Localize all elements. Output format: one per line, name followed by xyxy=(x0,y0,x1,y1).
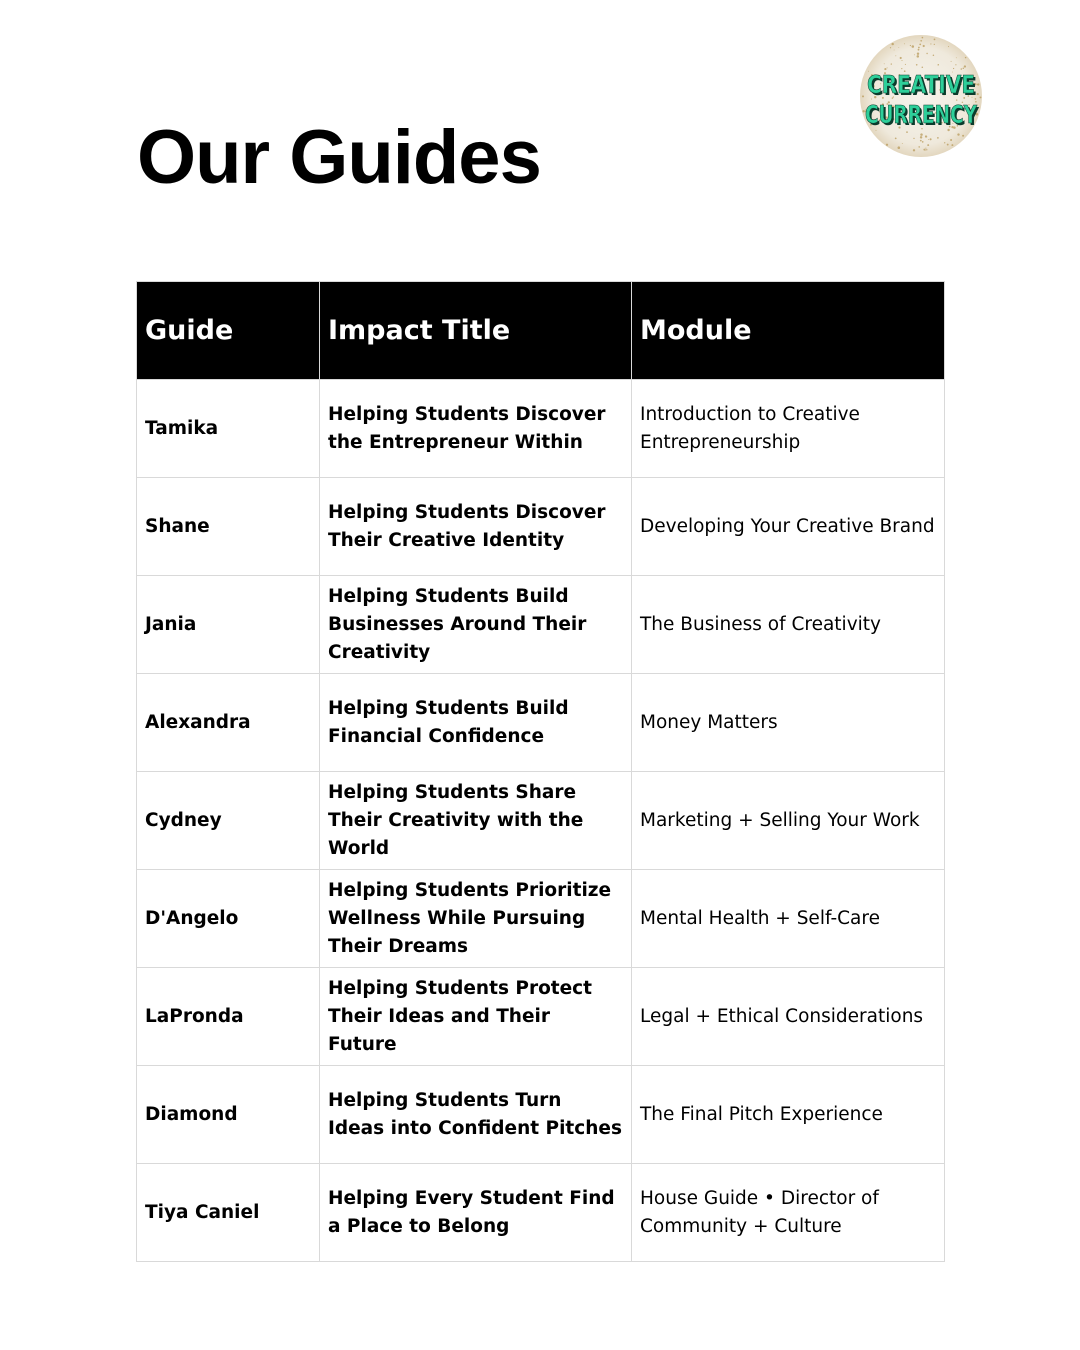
logo-speckle xyxy=(930,43,931,44)
creative-currency-logo-image xyxy=(858,33,984,159)
guide-name: Cydney xyxy=(137,772,320,870)
logo-speckle xyxy=(930,138,932,140)
impact-title: Helping Students Discover the Entrepreneur Within xyxy=(320,380,632,478)
logo-speckle xyxy=(912,45,915,48)
logo-speckle xyxy=(917,55,920,58)
header-impact-title: Impact Title xyxy=(320,282,632,380)
creative-currency-logo xyxy=(858,33,984,159)
logo-speckle xyxy=(920,40,922,42)
impact-title: Helping Every Student Find a Place to Belong xyxy=(320,1164,632,1262)
module-name: House Guide • Director of Community + Culture xyxy=(632,1164,945,1262)
logo-speckle xyxy=(886,144,888,146)
guide-name: Tiya Caniel xyxy=(137,1164,320,1262)
logo-speckle xyxy=(934,39,936,41)
logo-speckle xyxy=(926,149,927,150)
logo-speckle xyxy=(887,67,888,68)
logo-speckle xyxy=(918,47,920,49)
logo-speckle xyxy=(920,140,922,142)
table-header-row xyxy=(137,282,945,380)
logo-speckle xyxy=(922,37,924,39)
logo-speckle xyxy=(964,65,966,67)
logo-speckle xyxy=(922,66,924,68)
logo-text-line2-shadow: CURRENCY xyxy=(867,102,980,131)
module-name: The Final Pitch Experience xyxy=(632,1066,945,1164)
logo-speckle xyxy=(977,84,978,85)
impact-title: Helping Students Protect Their Ideas and Their Future xyxy=(320,968,632,1066)
logo-speckle xyxy=(926,53,927,54)
impact-title: Helping Students Build Financial Confidence xyxy=(320,674,632,772)
logo-speckle xyxy=(951,144,953,146)
table-row xyxy=(137,772,945,870)
logo-speckle xyxy=(891,63,892,64)
guide-name: Jania xyxy=(137,576,320,674)
module-name: Introduction to Creative Entrepreneurship xyxy=(632,380,945,478)
impact-title: Helping Students Prioritize Wellness While Pursuing Their Dreams xyxy=(320,870,632,968)
table-row xyxy=(137,380,945,478)
table-row xyxy=(137,1066,945,1164)
logo-speckle xyxy=(917,52,919,54)
logo-speckle xyxy=(957,133,959,135)
logo-speckle xyxy=(963,68,965,70)
logo-speckle xyxy=(956,57,957,58)
page-title: Our Guides xyxy=(137,115,541,200)
logo-speckle xyxy=(933,55,935,57)
logo-speckle xyxy=(890,47,891,48)
logo-speckle xyxy=(955,64,956,65)
logo-speckle xyxy=(925,148,926,149)
guide-name: Shane xyxy=(137,478,320,576)
logo-speckle xyxy=(906,131,908,133)
logo-speckle xyxy=(922,141,924,143)
impact-title: Helping Students Build Businesses Around Their Creativity xyxy=(320,576,632,674)
logo-speckle xyxy=(916,64,918,66)
logo-text-line2: CURRENCY xyxy=(865,100,978,129)
logo-speckle xyxy=(926,136,928,138)
module-name: Legal + Ethical Considerations xyxy=(632,968,945,1066)
logo-speckle xyxy=(923,149,925,151)
logo-speckle xyxy=(918,49,920,51)
table-row xyxy=(137,1164,945,1262)
impact-title: Helping Students Share Their Creativity with the World xyxy=(320,772,632,870)
logo-speckle xyxy=(965,57,966,58)
logo-speckle xyxy=(953,68,954,69)
guides-table xyxy=(136,281,945,1262)
logo-speckle xyxy=(862,95,864,97)
logo-speckle xyxy=(914,54,915,55)
logo-speckle xyxy=(895,137,897,139)
logo-speckle xyxy=(919,44,921,46)
table-row xyxy=(137,968,945,1066)
logo-speckle xyxy=(962,135,964,137)
logo-speckle xyxy=(898,146,901,149)
logo-speckle xyxy=(894,50,895,51)
guide-name: LaPronda xyxy=(137,968,320,1066)
logo-speckle xyxy=(934,44,935,45)
guide-name: D'Angelo xyxy=(137,870,320,968)
logo-speckle xyxy=(913,149,915,151)
logo-speckle xyxy=(928,139,929,140)
logo-speckle xyxy=(950,139,952,141)
logo-speckle xyxy=(895,55,896,56)
module-name: Marketing + Selling Your Work xyxy=(632,772,945,870)
logo-speckle xyxy=(918,146,920,148)
table-row xyxy=(137,478,945,576)
logo-speckle xyxy=(937,137,939,139)
module-name: The Business of Creativity xyxy=(632,576,945,674)
logo-speckle xyxy=(898,47,899,48)
logo-speckle xyxy=(902,143,903,144)
guide-name: Diamond xyxy=(137,1066,320,1164)
logo-speckle xyxy=(980,96,982,98)
logo-speckle xyxy=(900,57,902,59)
table-row xyxy=(137,870,945,968)
logo-speckle xyxy=(920,133,923,136)
logo-speckle xyxy=(927,144,929,146)
logo-speckle xyxy=(923,45,925,47)
header-module: Module xyxy=(632,282,945,380)
guide-name: Alexandra xyxy=(137,674,320,772)
logo-speckle xyxy=(920,136,922,138)
module-name: Money Matters xyxy=(632,674,945,772)
logo-speckle xyxy=(884,63,885,64)
logo-speckle xyxy=(913,138,914,139)
header-guide: Guide xyxy=(137,282,320,380)
impact-title: Helping Students Turn Ideas into Confident Pitches xyxy=(320,1066,632,1164)
logo-speckle xyxy=(944,142,945,143)
logo-speckle xyxy=(901,60,902,61)
logo-speckle xyxy=(951,61,952,62)
module-name: Developing Your Creative Brand xyxy=(632,478,945,576)
table-row xyxy=(137,674,945,772)
logo-speckle xyxy=(905,64,906,65)
logo-speckle xyxy=(910,45,911,46)
impact-title: Helping Students Discover Their Creative Identity xyxy=(320,478,632,576)
logo-speckle xyxy=(948,46,949,47)
logo-text-line1: CREATIVE xyxy=(867,70,975,99)
logo-speckle xyxy=(938,64,939,65)
logo-speckle xyxy=(904,43,905,44)
module-name: Mental Health + Self-Care xyxy=(632,870,945,968)
guide-name: Tamika xyxy=(137,380,320,478)
logo-speckle xyxy=(892,43,894,45)
logo-text-line1-shadow: CREATIVE xyxy=(869,72,977,101)
logo-speckle xyxy=(947,144,949,146)
table-row xyxy=(137,576,945,674)
